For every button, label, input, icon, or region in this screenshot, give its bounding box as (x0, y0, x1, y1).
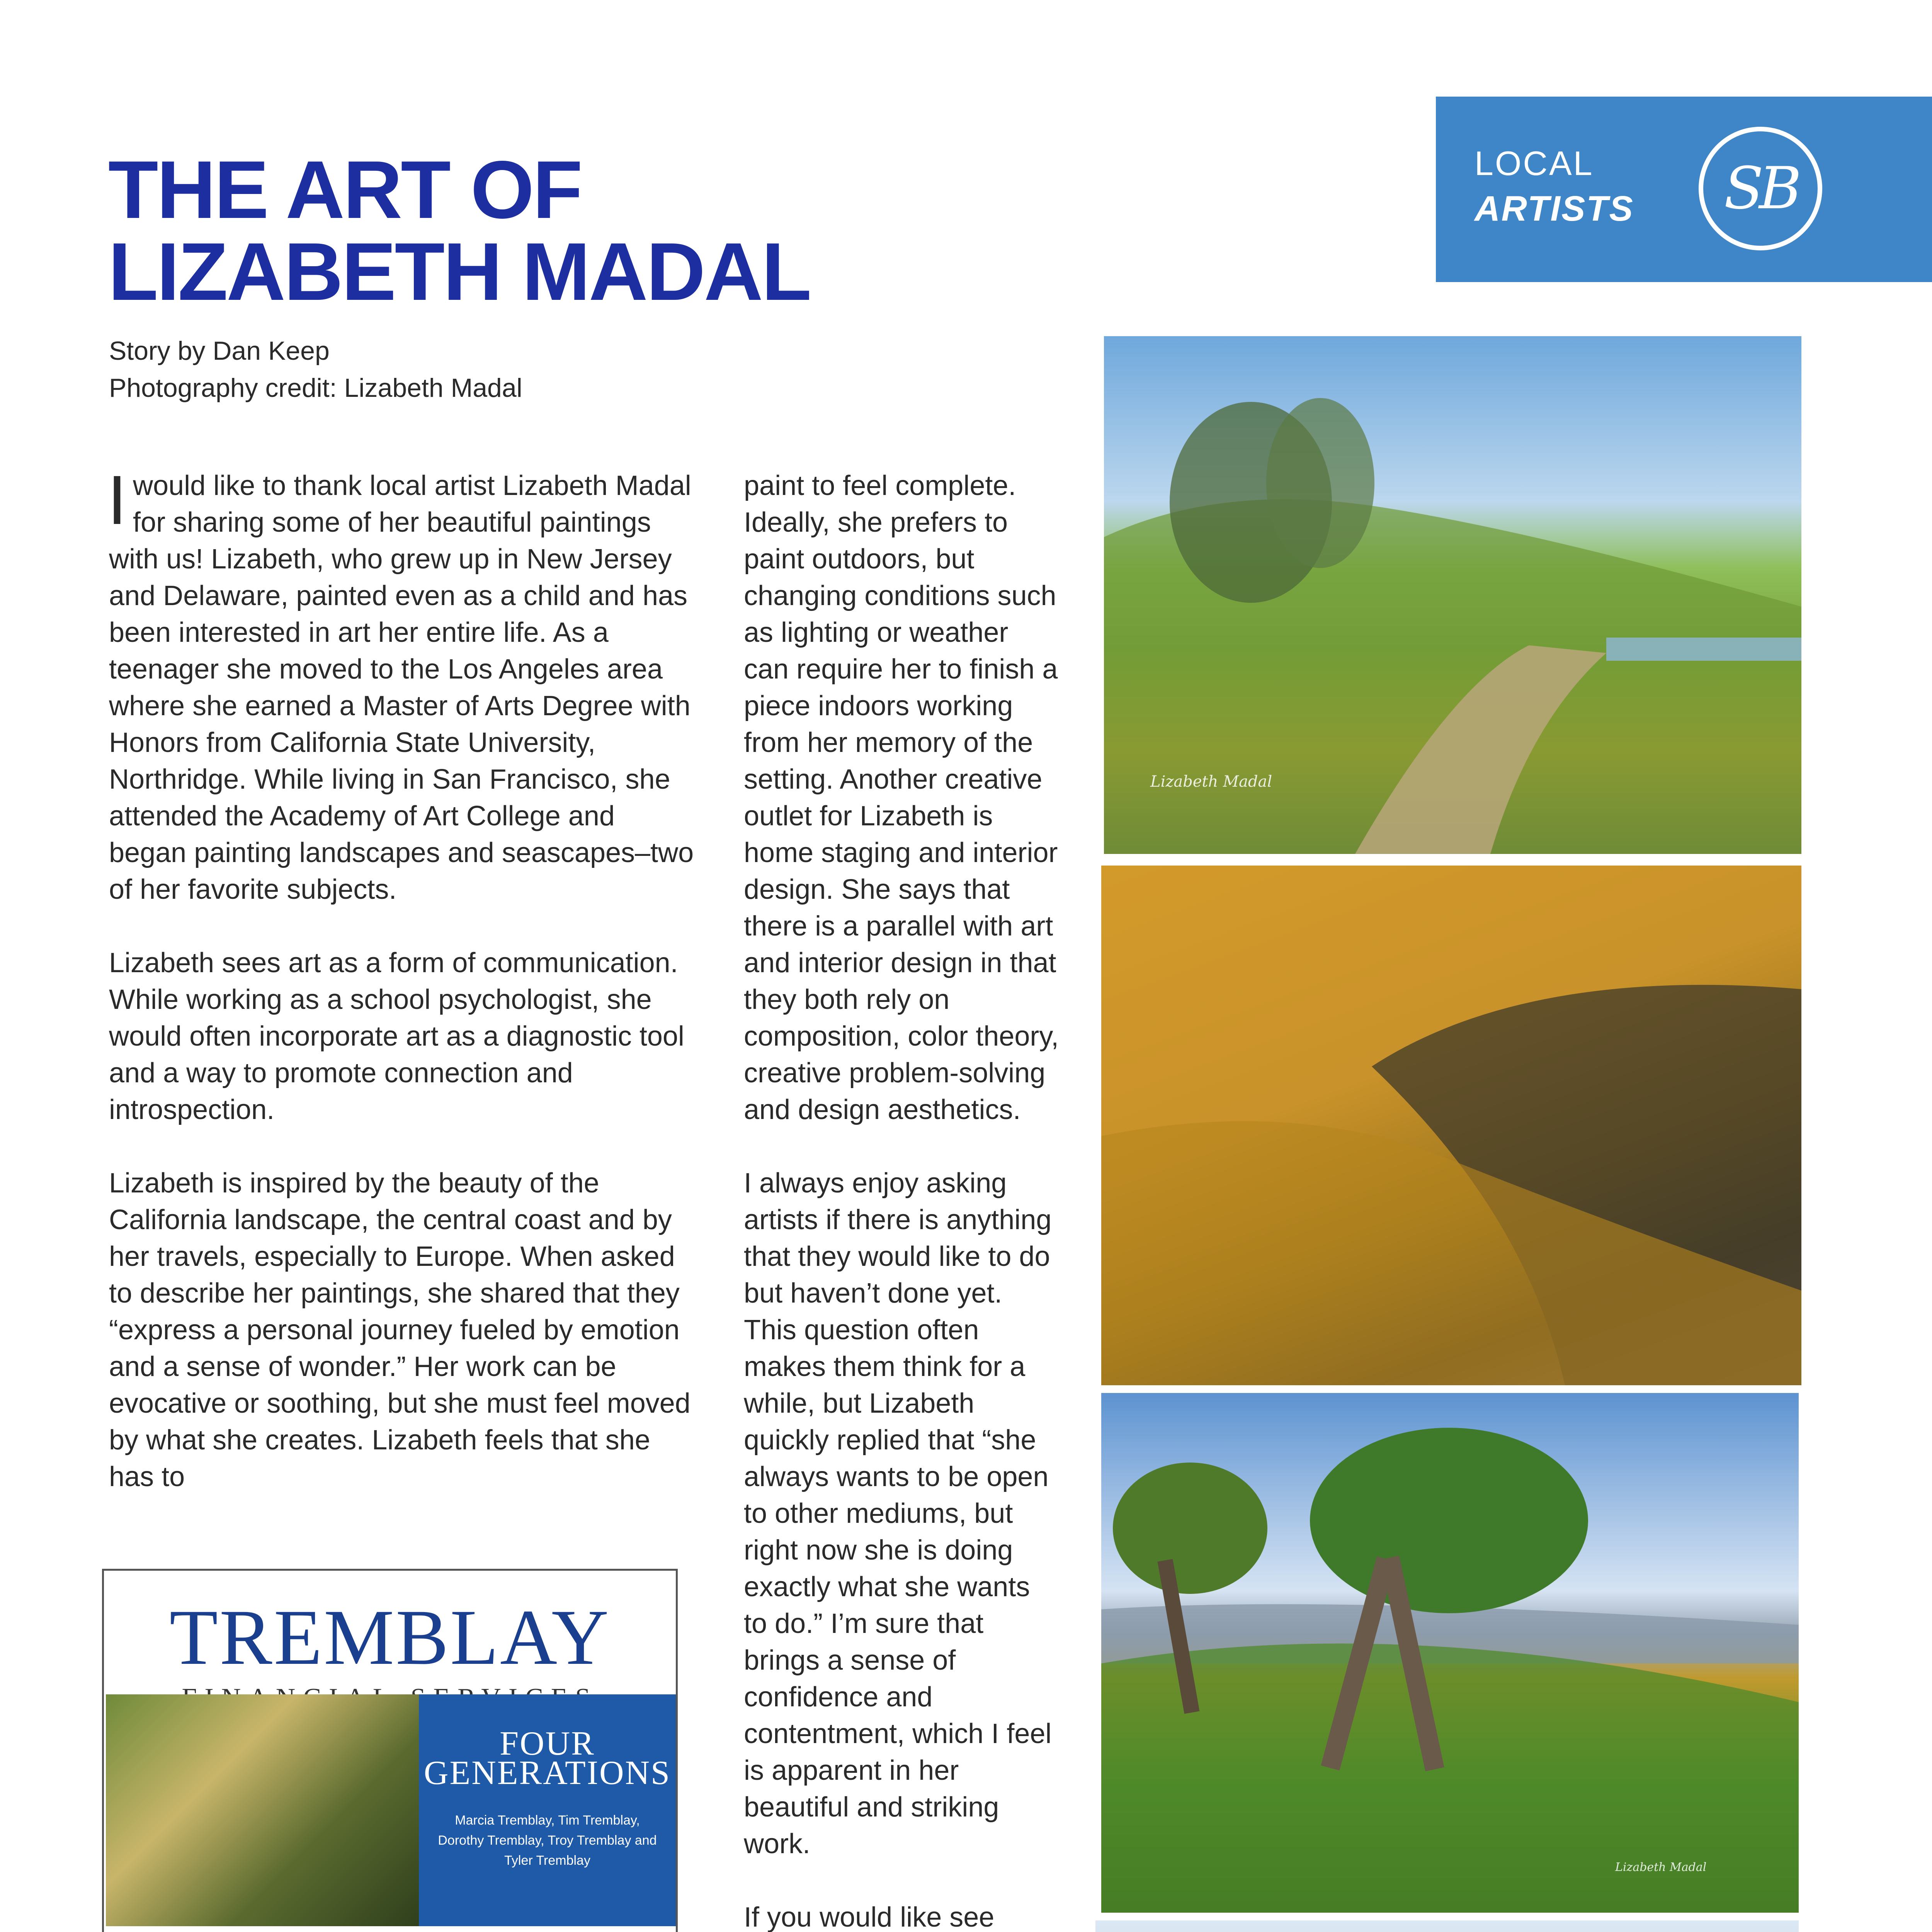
painting-golden-hills (1101, 866, 1801, 1385)
paragraph (744, 1899, 1061, 1932)
sb-logo-icon (1699, 127, 1822, 250)
paragraph-text: would like to thank local artist Lizabeth Madal for sharing some of her beautiful paintings with us! Lizabeth, who grew up in New Jersey and Delaware, painted even as a child and has been interested in art her entire life. As a teenager she moved to the Los Angeles area where she earned a Master of Arts Degree with Honors from California State University, Northridge. While living in San Francisco, she attended the Academy of Art College and began painting landscapes and seascapes–two of her favorite subjects. (109, 470, 694, 905)
article-title-line2: LIZABETH MADAL (108, 226, 810, 317)
section-tag-artists: ARTISTS (1475, 189, 1634, 228)
sb-logo-text: SB (1724, 155, 1797, 222)
painting-windswept-trees (1101, 1393, 1799, 1913)
four-generations-line1: FOUR (500, 1725, 595, 1762)
article-title (108, 144, 881, 317)
paragraph: paint to feel complete. Ideally, she prefers to paint outdoors, but changing conditions such as lighting or weather can require her to finish a piece indoors working from her memory of the setting. Another creative outlet for Lizabeth is home staging and interior design. She says that there is a parallel with art and interior design in that they both rely on composition, color theory, creative problem-solving and design aesthetics. (744, 470, 1059, 1125)
paragraph: I always enjoy asking artists if there is anything that they would like to do but haven’t done yet. This question often makes them think for a while, but Lizabeth quickly replied that “she always wants to be open to other mediums, but right now she is doing exactly what she wants to do.” I’m sure that brings a sense of confidence and contentment, which I feel is apparent in her beautiful and striking work. (744, 1168, 1052, 1859)
painting-misty-trail-art (1095, 1920, 1799, 1932)
article-column-1 (107, 461, 696, 1532)
four-generations-heading (419, 1725, 676, 1792)
four-generations-line2: GENERATIONS (423, 1754, 671, 1792)
byline-photo: Photography credit: Lizabeth Madal (109, 373, 522, 403)
article-title-line1: THE ART OF (108, 144, 582, 235)
painting-signature: Lizabeth Madal (1615, 1861, 1707, 1874)
section-tag (1436, 97, 1932, 282)
family-names: Marcia Tremblay, Tim Tremblay, Dorothy Tremblay, Troy Tremblay and Tyler Tremblay (438, 1813, 657, 1868)
paragraph: Lizabeth is inspired by the beauty of the California landscape, the central coast and by her travels, especially to Europe. When asked to describe her paintings, she shared that they “express a personal journey fueled by emotion and a sense of wonder.” Her work can be evocative or soothing, but she must feel moved by what she creates. Lizabeth feels that she has to (109, 1168, 690, 1492)
painting-windswept-trees-art (1101, 1393, 1799, 1913)
family-photo (106, 1694, 419, 1926)
section-tag-local: LOCAL (1475, 144, 1594, 182)
painting-signature: Lizabeth Madal (1150, 773, 1272, 791)
four-generations-panel (419, 1694, 676, 1926)
paragraph (107, 461, 696, 908)
byline-story: Story by Dan Keep (109, 336, 330, 366)
byline (109, 332, 522, 406)
paragraph: Lizabeth sees art as a form of communication. While working as a school psychologist, she would often incorporate art as a diagnostic tool and a way to promote connection and introspection. (109, 947, 684, 1125)
ad-company-name: TREMBLAY (169, 1594, 611, 1681)
painting-coastal-path (1104, 336, 1801, 854)
tremblay-ad (102, 1569, 678, 1932)
drop-cap: I (107, 461, 127, 539)
painting-misty-trail (1095, 1920, 1799, 1932)
painting-golden-hills-art (1101, 866, 1801, 1385)
paragraph-text: If you would like see (744, 1902, 995, 1932)
article-column-2 (744, 468, 1061, 1932)
